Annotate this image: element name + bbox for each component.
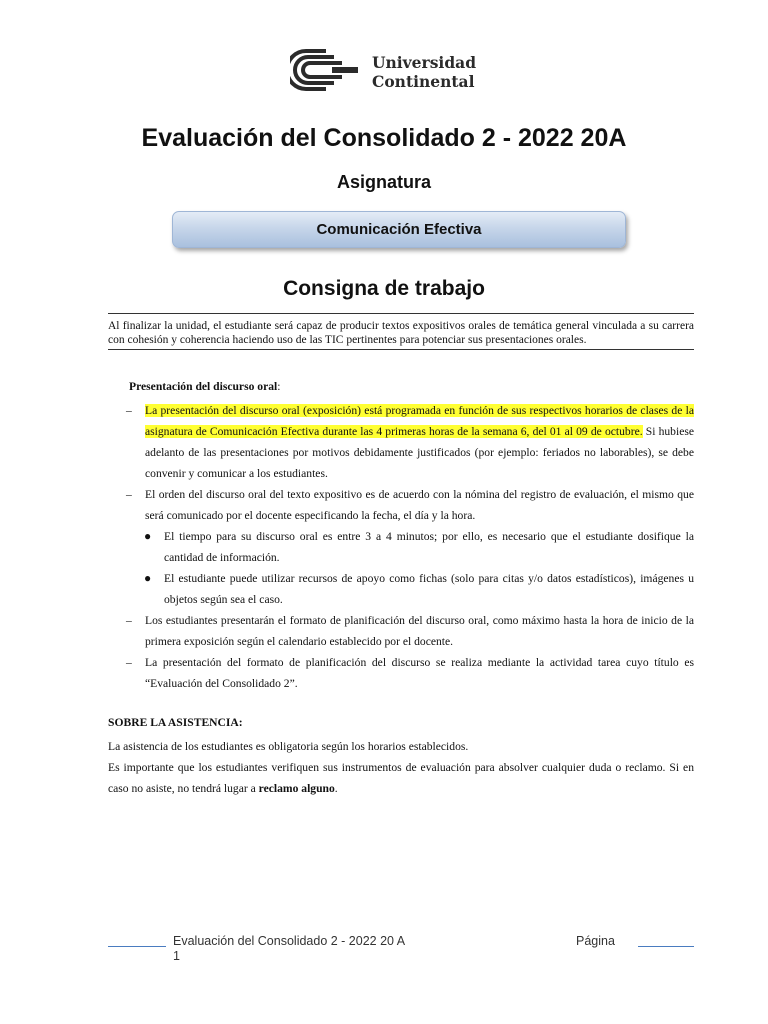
list-item-text: El orden del discurso oral del texto expositivo es de acuerdo con la nómina del registro de evaluación, el mismo que será comunicado por el docente especificando la fecha, el día y la hora.	[145, 488, 694, 522]
university-name-line2: Continental	[372, 72, 475, 91]
consigna-title: Consigna de trabajo	[283, 277, 485, 300]
sub-list-item-text: El tiempo para su discurso oral es entre 3 a 4 minutos; por ello, es necesario que el estudiante dosifique la cantidad de información.	[164, 530, 694, 564]
sub-list-item	[144, 526, 694, 568]
dash-bullet: –	[126, 656, 132, 669]
university-name-line1: Universidad	[372, 53, 477, 72]
round-bullet: ●	[144, 529, 152, 543]
objective-paragraph: Al finalizar la unidad, el estudiante será capaz de producir textos expositivos orales de temática general vinculada a su carrera con cohesión y coherencia haciendo uso de las TIC pertinentes para potenciar sus presentaciones orales.	[108, 313, 694, 350]
dash-bullet: –	[126, 404, 132, 417]
course-name: Comunicación Efectiva	[316, 221, 482, 238]
asignatura-label: Asignatura	[336, 172, 432, 192]
list-item	[126, 652, 694, 694]
asistencia-paragraph	[108, 757, 694, 799]
section-heading-text: Presentación del discurso oral	[129, 380, 278, 393]
document-title: Evaluación del Consolidado 2 - 2022 20A	[141, 124, 627, 152]
section-heading	[129, 380, 280, 393]
list-item	[126, 610, 694, 652]
round-bullet: ●	[144, 571, 152, 585]
asistencia-text-end: .	[334, 782, 338, 795]
university-name	[372, 53, 476, 91]
list-item-text: Los estudiantes presentarán el formato de planificación del discurso oral, como máximo hasta la hora de inicio de la primera exposición según el calendario establecido por el docente.	[145, 614, 694, 648]
footer-right-line	[638, 946, 694, 947]
sub-list-item	[144, 568, 694, 610]
dash-bullet: –	[126, 488, 132, 501]
footer-title: Evaluación del Consolidado 2 - 2022 20 A	[173, 934, 406, 948]
list-item	[126, 484, 694, 526]
footer-page-label: Página	[576, 934, 615, 948]
section-heading-colon: :	[277, 380, 281, 393]
footer-left-line	[108, 946, 166, 947]
university-logo-icon	[290, 48, 364, 92]
bold-text: reclamo alguno	[258, 782, 335, 795]
list-item	[126, 400, 694, 484]
highlighted-text: La presentación del discurso oral (exposición) está programada en función de sus respectivos horarios de clases de la asignatura de Comunicación Efectiva durante las 4 primeras horas de la semana 6, del 01 al 09 de octubre.	[145, 404, 694, 438]
university-logo	[290, 48, 480, 96]
asistencia-text: Es importante que los estudiantes verifiquen sus instrumentos de evaluación para absolver cualquier duda o reclamo. Si en caso no asiste, no tendrá lugar a	[108, 761, 694, 795]
footer-page-number: 1	[173, 949, 180, 963]
list-item-text: La presentación del formato de planificación del discurso se realiza mediante la actividad tarea cuyo título es “Evaluación del Consolidado 2”.	[145, 656, 694, 690]
dash-bullet: –	[126, 614, 132, 627]
course-name-box	[172, 211, 626, 248]
asistencia-paragraph: La asistencia de los estudiantes es obligatoria según los horarios establecidos.	[108, 740, 469, 753]
asistencia-heading: SOBRE LA ASISTENCIA:	[108, 716, 243, 729]
sub-list-item-text: El estudiante puede utilizar recursos de apoyo como fichas (solo para citas y/o datos estadísticos), imágenes u objetos según sea el caso.	[164, 572, 694, 606]
list-item-text: Si hubiese adelanto de las presentaciones por motivos debidamente justificados (por ejemplo: feriados no laborables), se debe convenir y comunicar a los estudiantes.	[145, 425, 694, 480]
